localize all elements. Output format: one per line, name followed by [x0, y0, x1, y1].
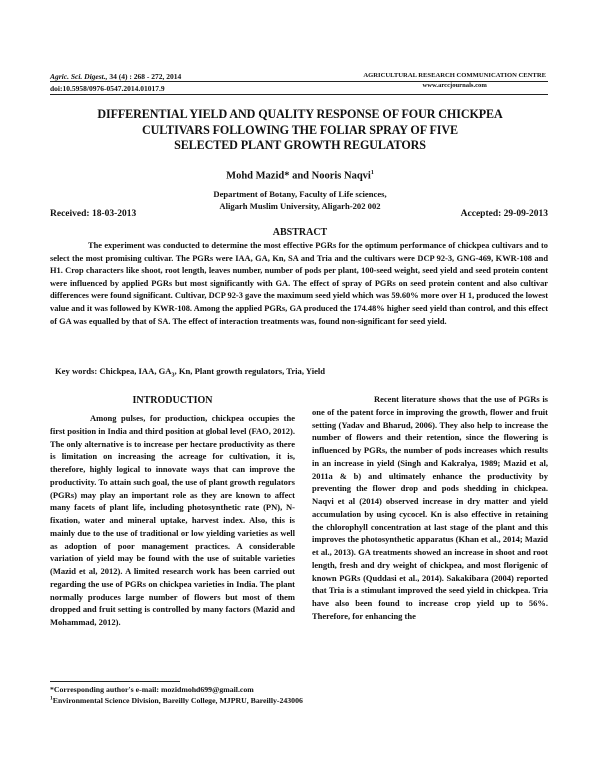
title-line: DIFFERENTIAL YIELD AND QUALITY RESPONSE OF FOUR CHICKPEA	[97, 107, 503, 121]
journal-citation	[50, 71, 181, 94]
footnotes	[50, 684, 548, 707]
publisher-name: AGRICULTURAL RESEARCH COMMUNICATION CENTRE	[363, 72, 546, 79]
introduction-paragraph: Among pulses, for production, chickpea occupies the first position in India and third position at global level (FAO, 2012). The only alternative is to increase per hectare productivity as there is limitation on increasing the acreage for cultivation, it is, therefore, highly logical to innovate ways that can improve the productivity. To attain such goal, the use of plant growth regulators (PGRs) may play an important role as they are known to affect many facets of plant life, including photosynthetic rate (PN), N-fixation, water and mineral uptake, harvest index. Also, this is mainly due to the use of traditional or low yielding varieties as well as adoption of poor management practices. A considerable variation of yield may be found with the use of suitable varieties (Mazid et al, 2012). A limited research work has been carried out regarding the use of PGRs on chickpea varieties in India. The plant normally produces large number of flowers but most of them dropped and fruit setting is controlled by many factors (Mazid and Mohammad, 2012).	[50, 413, 295, 627]
dates-row	[50, 209, 548, 219]
affiliation-footnote-mark: 1	[50, 695, 53, 702]
journal-name: Agric. Sci. Digest.,	[50, 72, 108, 81]
received-date: Received: 18-03-2013	[50, 209, 137, 219]
paper-title	[60, 107, 540, 154]
affiliation-footnote-text: Environmental Science Division, Bareilly College, MJPRU, Bareilly-243006	[52, 696, 303, 706]
author-names: Mohd Mazid* and Nooris Naqvi	[226, 170, 371, 182]
affiliation-footnote	[50, 695, 548, 706]
right-column	[312, 393, 548, 623]
accepted-date: Accepted: 29-09-2013	[460, 209, 548, 219]
volume-pages: 34 (4) : 268 - 272, 2014	[109, 72, 182, 81]
keywords-label: Key words:	[55, 366, 98, 376]
keywords	[55, 366, 548, 379]
affiliation-line: Department of Botany, Faculty of Life sciences,	[213, 189, 387, 199]
authors	[0, 170, 600, 182]
left-column	[50, 393, 295, 629]
literature-paragraph: Recent literature shows that the use of PGRs is one of the patent force in improving the growth, flower and fruit setting (Yadav and Bharud, 2006). They also help to increase the number of flowers and their retention, since the flowering is influenced by PGRs, the number of pods increases which results in an increase in yield (Singh and Kakralya, 1989; Mazid et al, 2011a & b) and ultimately enhance the productivity by preventing the flower drop and pods shedding in chickpea. Naqvi et al (2014) observed increase in dry matter and yield accumulation by using cycocel. Kn is also effective in retaining the chlorophyll concentration at last stage of the plant and this improves the photosynthetic apparatus (Khan et al., 2014; Mazid et al., 2013). GA treatments showed an increase in shoot and root length, fresh and dry weight of chickpea, and most florigenic of known PGRs (Quddasi et al., 2014). Sakakibara (2004) reported that Tria is a stimulant improved the seed yield in chickpea. Tria have also been found to increase crop yield up to 56%. Therefore, for enhancing the	[312, 394, 548, 621]
author-footnote-mark: 1	[370, 170, 374, 176]
title-line: CULTIVARS FOLLOWING THE FOLIAR SPRAY OF FIVE	[142, 122, 458, 137]
keywords-subscript: 3	[171, 372, 175, 379]
keywords-part2: , Kn, Plant growth regulators, Tria, Yield	[174, 366, 326, 376]
keywords-part1: Chickpea, IAA, GA	[99, 366, 172, 376]
header-rule-bottom	[50, 94, 548, 95]
publisher-website[interactable]: www.arccjournals.com	[422, 82, 487, 90]
corresponding-author-footnote: *Corresponding author's e-mail: mozidmohd699@gmail.com	[50, 685, 254, 694]
affiliation-line: Aligarh Muslim University, Aligarh-202 002	[219, 200, 381, 211]
footnote-rule	[50, 681, 180, 682]
introduction-heading: INTRODUCTION	[132, 395, 213, 406]
header-rule-top	[50, 81, 548, 82]
abstract-heading: ABSTRACT	[272, 227, 328, 238]
title-line: SELECTED PLANT GROWTH REGULATORS	[174, 138, 426, 153]
doi: doi:10.5958/0976-0547.2014.01017.9	[50, 83, 165, 93]
abstract-text: The experiment was conducted to determine the most effective PGRs for the optimum performance of chickpea cultivars and to select the most promising cultivar. The PGRs were IAA, GA, Kn, SA and Tria and the cultivars were DCP 92-3, GNG-469, KWR-108 and H1. Crop characters like shoot, root length, leaves number, number of pods per plant, 100-seed weight, seed yield and seed protein content were influenced by applied PGRs but most significantly with GA. The effect of spray of PGRs on seed protein content and also cultivar differences were found significant. Cultivar, DCP 92-3 gave the maximum seed yield which was 59.60% more over H 1, produced the lowest value and it was followed by KWR-108. Among the applied PGRs, GA produced the 174.48% higher seed yield than control, and this effect of GA was equalled by that of SA. The effect of interaction treatments was, found non-significant for seed yield.	[50, 241, 548, 326]
